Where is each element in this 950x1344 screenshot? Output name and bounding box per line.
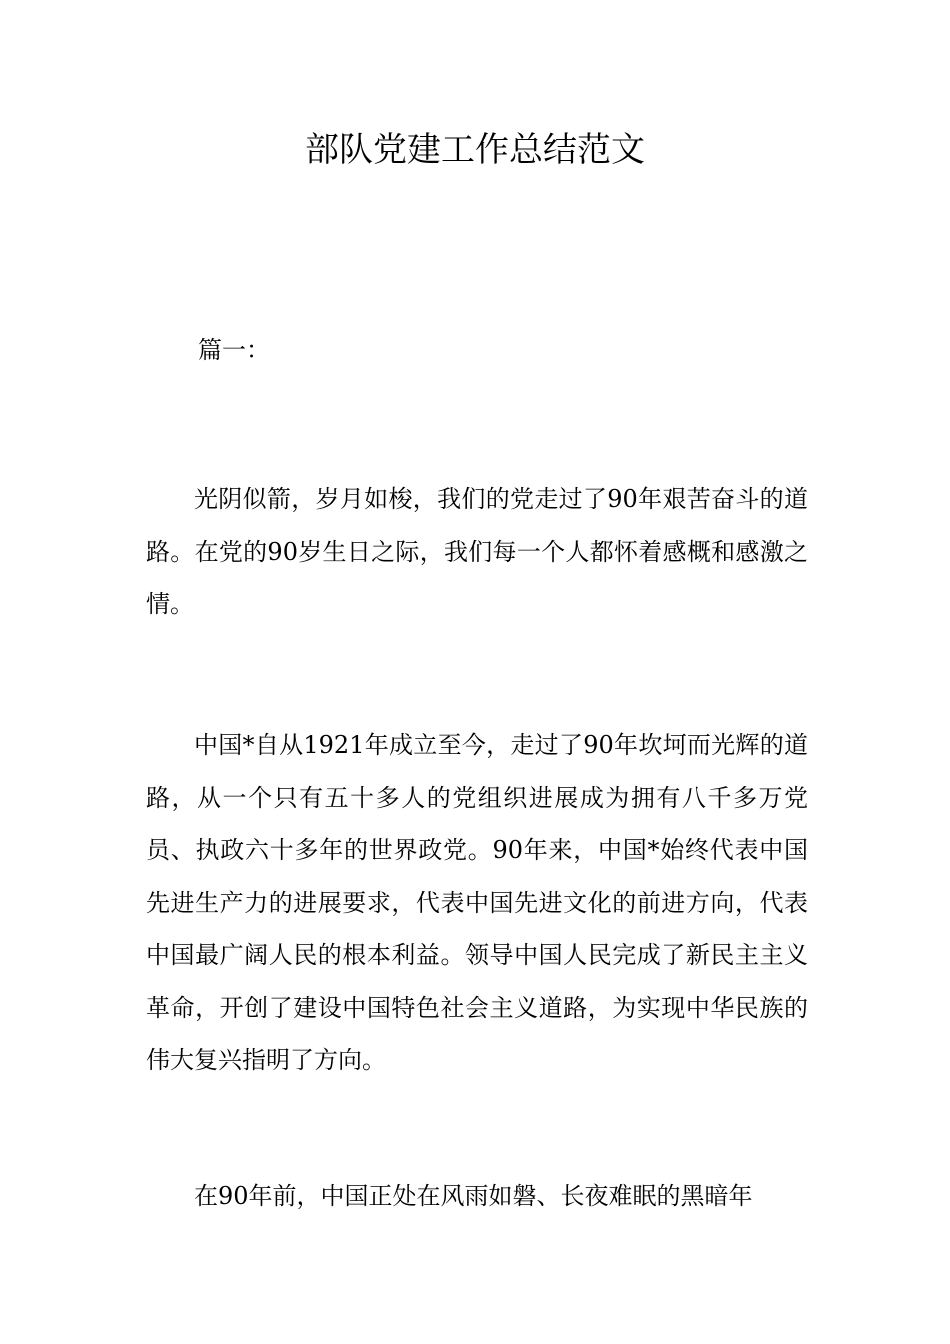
document-title: 部队党建工作总结范文 [305,130,645,170]
section-heading: 篇一： [198,336,270,364]
paragraph-1: 光阴似箭，岁月如梭，我们的党走过了90年艰苦奋斗的道路。在党的90岁生日之际，我们每一个人都怀着感概和感激之情。 [146,485,808,618]
paragraph-3: 在90年前，中国正处在风雨如磐、长夜难眠的黑暗年 [194,1182,753,1210]
paragraph-2: 中国*自从1921年成立至今，走过了90年坎坷而光辉的道路，从一个只有五十多人的党组织进展成为拥有八千多万党员、执政六十多年的世界政党。90年来，中国*始终代表中国先进生产力的进展要求，代表中国先进文化的前进方向，代表中国最广阔人民的根本利益。领导中国人民完成了新民主主义革命，开创了建设中国特色社会主义道路，为实现中华民族的伟大复兴指明了方向。 [146,731,808,1074]
